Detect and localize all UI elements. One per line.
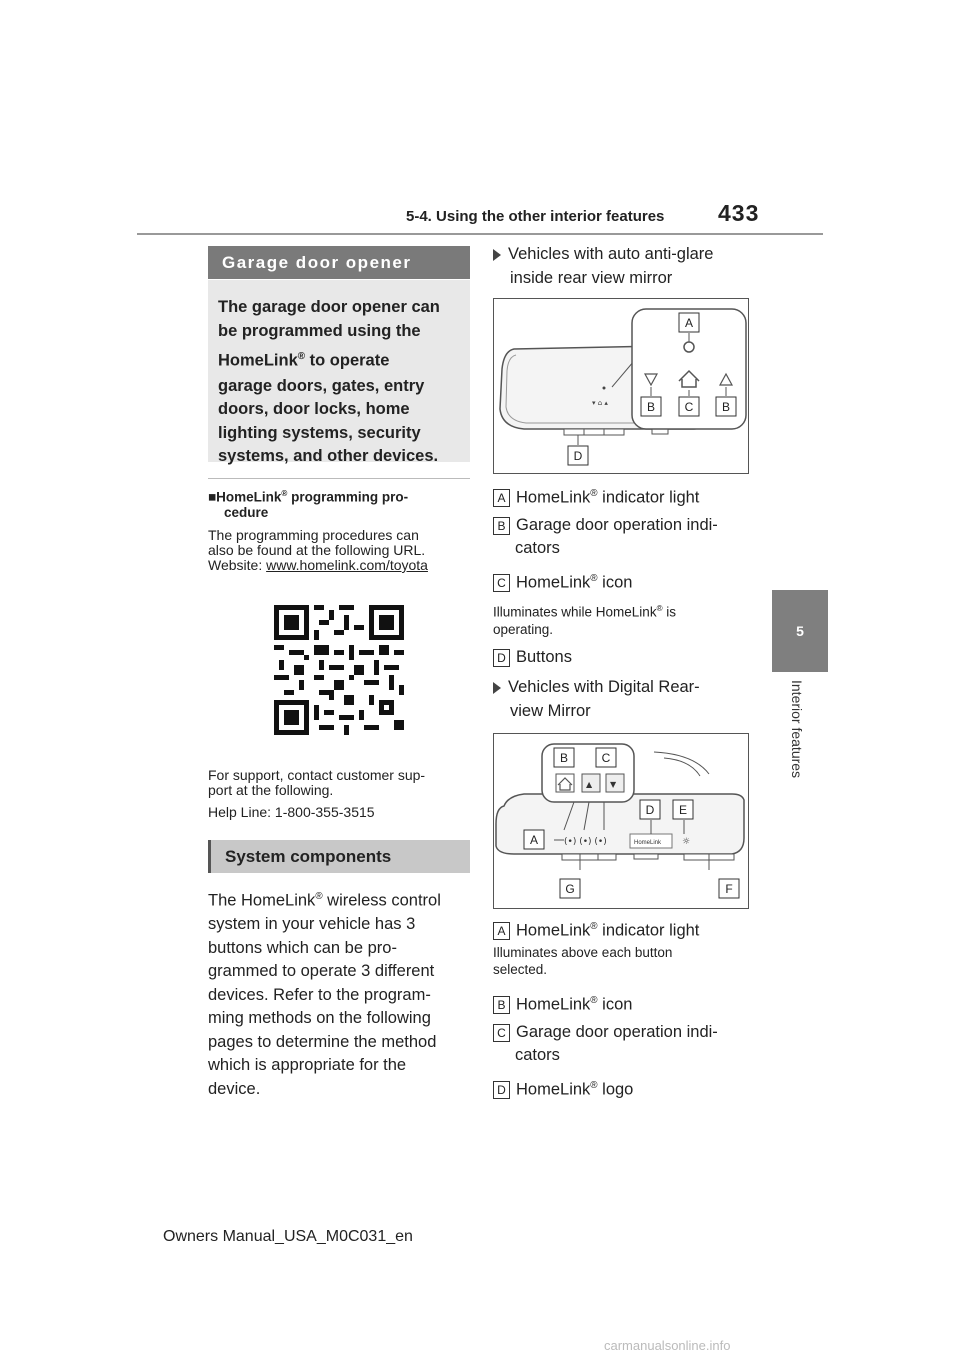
fig2-label-e: E — [678, 803, 688, 817]
fig1-label-c: C — [684, 400, 694, 414]
fig2-label-g: G — [565, 882, 575, 896]
fig1-label-b2: B — [721, 400, 731, 414]
digital-mirror-figure — [493, 733, 749, 909]
fig1-item-b: B Garage door operation indi- cators — [493, 514, 753, 560]
fig2-item-a: A HomeLink® indicator light — [493, 915, 753, 943]
chapter-tab-label: Interior features — [789, 680, 805, 779]
fig1-label-a: A — [684, 316, 694, 330]
system-components-heading: System components — [208, 840, 470, 873]
fig2-label-c: C — [601, 751, 611, 765]
programming-heading: ■HomeLink® programming pro- cedure — [208, 489, 409, 520]
svg-text:☼: ☼ — [682, 837, 691, 847]
fig1-item-a: A HomeLink® indicator light — [493, 482, 753, 510]
homelink-logo: HomeLink — [634, 840, 662, 846]
fig1-item-c: C HomeLink® icon — [493, 567, 753, 595]
watermark: carmanualsonline.info — [604, 1338, 731, 1353]
fig2-item-a-caption: Illuminates above each button selected. — [493, 945, 673, 977]
programming-text: The programming procedures can also be found at the following URL. Website: www.homelink.com/toyota — [208, 527, 428, 573]
fig2-label-d: D — [645, 803, 655, 817]
fig1-label-d: D — [573, 449, 583, 463]
support-text: For support, contact customer sup- port at the following. — [208, 767, 426, 798]
chapter-tab[interactable]: 5 — [772, 590, 828, 672]
fig1-label-b: B — [646, 400, 656, 414]
footer-manual-id: Owners Manual_USA_M0C031_en — [163, 1228, 413, 1245]
fig2-item-d: D HomeLink® logo — [493, 1074, 753, 1102]
homelink-url[interactable]: www.homelink.com/toyota — [266, 557, 428, 573]
components-text: The HomeLink® wireless control system in your vehicle has 3 buttons which can be pro- grammed to operate 3 different devices. Refer to the program- ming methods on the following pages to determine the method which is appropriate for the device. — [208, 891, 441, 1098]
qr-code — [274, 605, 404, 735]
header-rule — [137, 233, 823, 235]
svg-text:▼: ▼ — [610, 780, 617, 789]
svg-text:▾ ⌂ ▴: ▾ ⌂ ▴ — [592, 399, 608, 407]
auto-antiglare-mirror-figure — [493, 298, 749, 474]
intro-box: The garage door opener can be programmed using the HomeLink® to operate garage doors, gates, entry doors, door locks, home lighting systems, security systems, and other devices. — [208, 280, 470, 462]
fig2-item-b: B HomeLink® icon — [493, 989, 753, 1017]
fig1-item-d: D Buttons — [493, 646, 753, 669]
auto-antiglare-bullet: Vehicles with auto anti-glare inside rear view mirror — [493, 243, 753, 290]
fig2-label-b: B — [559, 751, 569, 765]
svg-text:(•) (•) (•): (•) (•) (•) — [564, 837, 607, 847]
intro-rule — [208, 478, 470, 479]
fig2-label-f: F — [725, 882, 733, 896]
section-title: 5-4. Using the other interior features — [406, 208, 665, 225]
page-number: 433 — [718, 200, 760, 226]
fig1-item-c-caption: Illuminates while HomeLink® is operating. — [493, 604, 677, 637]
help-line: Help Line: 1-800-355-3515 — [208, 804, 375, 820]
garage-door-heading: Garage door opener — [208, 246, 470, 279]
svg-text:▲: ▲ — [586, 780, 593, 789]
fig2-label-a: A — [529, 833, 539, 847]
bullet-arrow-icon — [493, 249, 501, 261]
fig2-item-c: C Garage door operation indi- cators — [493, 1021, 753, 1067]
bullet-arrow-icon — [493, 682, 501, 694]
digital-mirror-bullet: Vehicles with Digital Rear- view Mirror — [493, 676, 753, 723]
